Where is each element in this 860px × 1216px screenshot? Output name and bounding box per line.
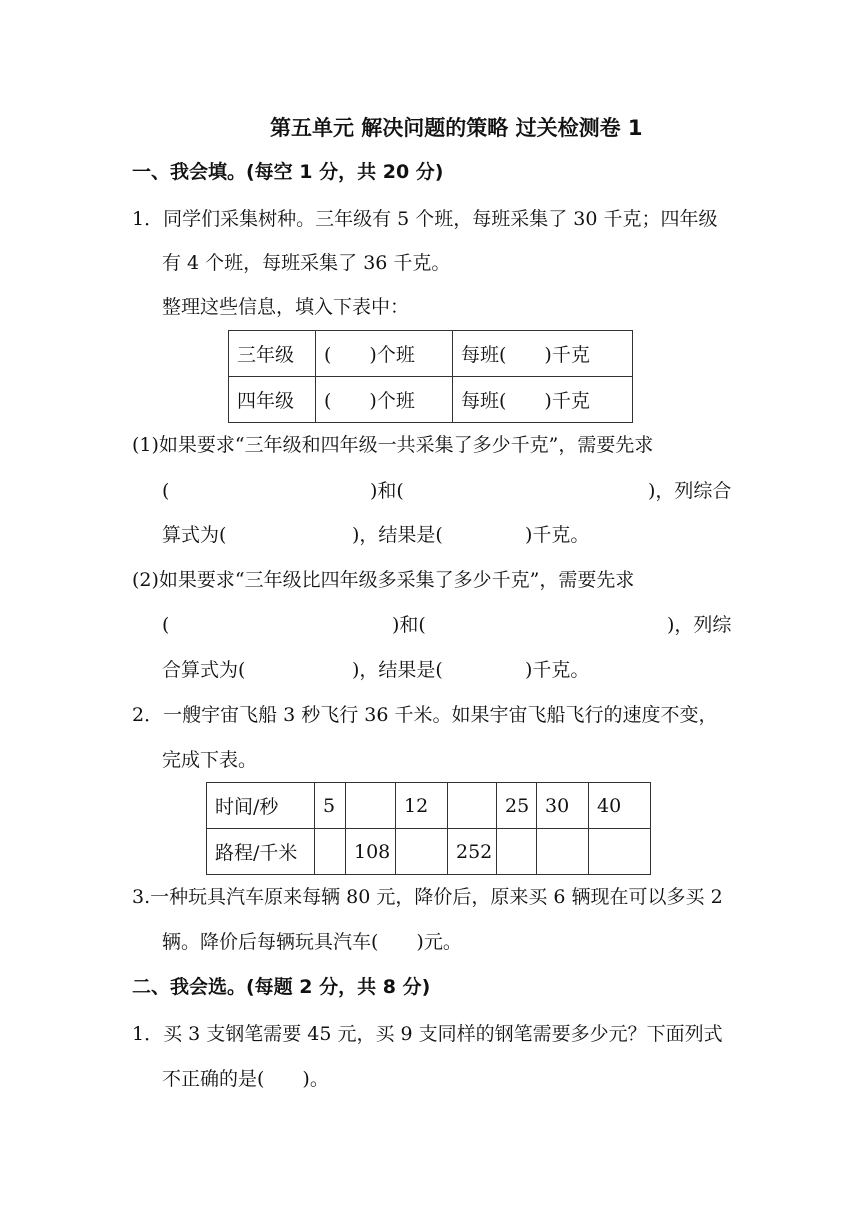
table-cell: 5 xyxy=(315,783,346,829)
q1-part1-line-1: (1)如果要求“三年级和四年级一共采集了多少千克”，需要先求 xyxy=(132,434,654,456)
table-header-cell: 时间/秒 xyxy=(207,783,315,829)
q1-part2-formula-label: 合算式为( xyxy=(162,659,246,681)
table-cell: 12 xyxy=(396,783,448,829)
q1-part2-unit: )千克。 xyxy=(525,659,590,681)
table-row xyxy=(207,783,651,829)
answer-cell[interactable]: 每班( )千克 xyxy=(453,377,633,423)
q1-part2-blank-end: )，列综 xyxy=(667,614,732,636)
answer-cell[interactable]: 每班( )千克 xyxy=(453,331,633,377)
answer-cell[interactable] xyxy=(315,829,346,875)
page-title: 第五单元 解决问题的策略 过关检测卷 1 xyxy=(270,116,643,140)
q1-text-line-3: 整理这些信息，填入下表中： xyxy=(162,296,410,318)
table-row xyxy=(229,331,633,377)
table-row xyxy=(229,377,633,423)
table-cell: 四年级 xyxy=(229,377,316,423)
s2-q1-text-line-1: 1．买 3 支钢笔需要 45 元，买 9 支同样的钢笔需要多少元？下面列式 xyxy=(132,1023,723,1045)
answer-cell[interactable] xyxy=(537,829,589,875)
table-cell: 40 xyxy=(589,783,651,829)
q1-part2-blank-mid: )和( xyxy=(392,614,426,636)
q1-part2-result-label: )，结果是( xyxy=(352,659,443,681)
q1-part1-blank-open: ( xyxy=(162,480,170,502)
q2-text-line-2: 完成下表。 xyxy=(162,749,258,771)
q2-speed-table xyxy=(206,782,651,875)
q1-part1-blank-mid: )和( xyxy=(370,480,404,502)
answer-cell[interactable]: ( )个班 xyxy=(316,377,453,423)
table-header-cell: 路程/千米 xyxy=(207,829,315,875)
table-cell: 三年级 xyxy=(229,331,316,377)
answer-cell[interactable] xyxy=(396,829,448,875)
q1-part2-blank-open: ( xyxy=(162,614,170,636)
table-row xyxy=(207,829,651,875)
table-cell: 252 xyxy=(448,829,497,875)
table-cell: 30 xyxy=(537,783,589,829)
q1-part1-unit: )千克。 xyxy=(525,524,590,546)
q1-part1-blank-end: )，列综合 xyxy=(648,480,732,502)
q1-info-table xyxy=(228,330,633,423)
q1-text-line-1: 1．同学们采集树种。三年级有 5 个班，每班采集了 30 千克；四年级 xyxy=(132,208,718,230)
answer-cell[interactable] xyxy=(589,829,651,875)
q2-text-line-1: 2．一艘宇宙飞船 3 秒飞行 36 千米。如果宇宙飞船飞行的速度不变， xyxy=(132,704,718,726)
q1-text-line-2: 有 4 个班，每班采集了 36 千克。 xyxy=(162,252,451,274)
q1-part1-formula-label: 算式为( xyxy=(162,524,227,546)
q3-text-line-1: 3.一种玩具汽车原来每辆 80 元，降价后，原来买 6 辆现在可以多买 2 xyxy=(132,886,723,908)
s2-q1-text-line-2: 不正确的是( )。 xyxy=(162,1068,329,1090)
answer-cell[interactable] xyxy=(497,829,537,875)
q1-part1-result-label: )，结果是( xyxy=(352,524,443,546)
q3-text-line-2: 辆。降价后每辆玩具汽车( )元。 xyxy=(162,931,462,953)
section-1-heading: 一、我会填。(每空 1 分，共 20 分) xyxy=(132,161,444,183)
answer-cell[interactable] xyxy=(346,783,396,829)
answer-cell[interactable] xyxy=(448,783,497,829)
answer-cell[interactable]: ( )个班 xyxy=(316,331,453,377)
table-cell: 108 xyxy=(346,829,396,875)
table-cell: 25 xyxy=(497,783,537,829)
q1-part2-line-1: (2)如果要求“三年级比四年级多采集了多少千克”，需要先求 xyxy=(132,569,635,591)
section-2-heading: 二、我会选。(每题 2 分，共 8 分) xyxy=(132,976,431,998)
